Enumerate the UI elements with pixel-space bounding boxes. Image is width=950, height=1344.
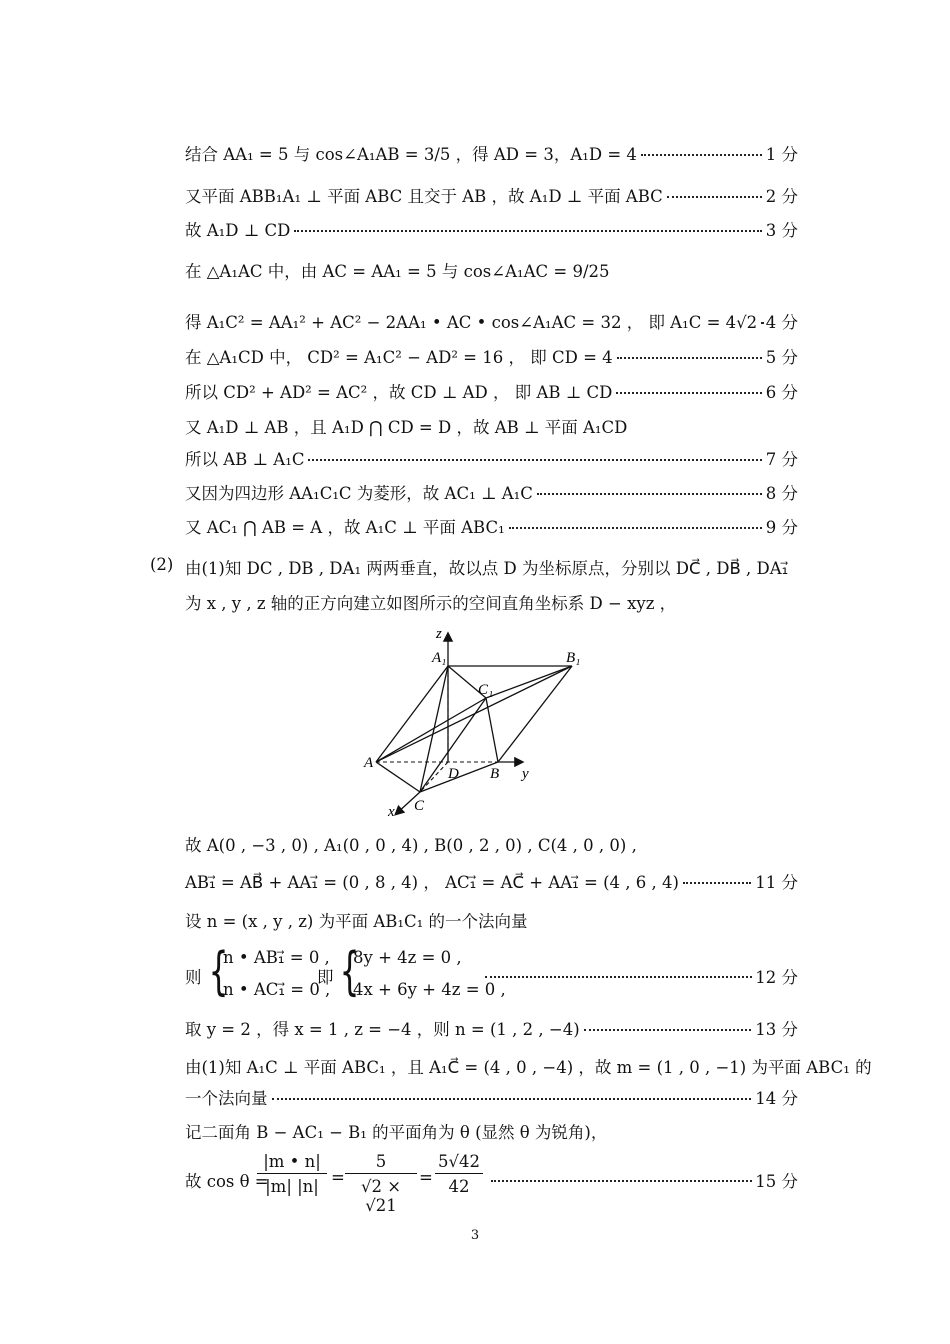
points-label: 11 分 (755, 873, 798, 892)
label-a1: A₁ (432, 650, 447, 666)
points-label: 2 分 (765, 187, 798, 206)
line-text: 在 △A₁CD 中， CD² = A₁C² − AD² = 16 ， 即 CD = 4 (185, 348, 613, 367)
system-mid: 即 (317, 968, 334, 987)
dot-leader (537, 493, 762, 495)
line-text: 所以 CD² + AD² = AC² ，故 CD ⊥ AD ， 即 AB ⊥ CD (185, 383, 613, 402)
solution-line-10 (185, 477, 798, 507)
dot-leader (294, 230, 761, 232)
line-text: 故 A₁D ⊥ CD (185, 221, 291, 240)
take-line (185, 1013, 798, 1043)
label-a: A (364, 755, 374, 771)
points-label: 1 分 (765, 145, 798, 164)
system-left-2: n • AC₁⃗ = 0 , (223, 980, 331, 999)
solid-edges (376, 666, 572, 792)
points-label: 14 分 (755, 1089, 798, 1108)
m-vector-line-2 (185, 1082, 798, 1112)
system-right-1: 8y + 4z = 0 , (353, 948, 462, 967)
solution-line-9 (185, 443, 798, 473)
fraction-3-denominator: 42 (448, 1177, 470, 1196)
label-c1: C₁ (478, 682, 494, 698)
system-right-2: 4x + 6y + 4z = 0 , (353, 980, 506, 999)
fraction-1-numerator: |m • n| (257, 1152, 327, 1174)
part2-label: (2) (150, 555, 174, 574)
points-label: 9 分 (765, 518, 798, 537)
equals-sign: = (419, 1168, 433, 1187)
label-b1: B₁ (566, 650, 581, 666)
line-text: 结合 AA₁ = 5 与 cos∠A₁AB = 3/5 ，得 AD = 3，A₁D = 4 (185, 145, 637, 164)
label-c: C (414, 798, 425, 814)
part2-intro-line-2: 为 x , y , z 轴的正方向建立如图所示的空间直角坐标系 D − xyz ， (185, 594, 677, 613)
points-label: 6 分 (765, 383, 798, 402)
fraction-3-numerator: 5√42 (435, 1152, 483, 1174)
coords-line: 故 A(0 , −3 , 0) , A₁(0 , 0 , 4) , B(0 , 2 , 0) , C(4 , 0 , 0) , (185, 836, 637, 855)
line-text: 所以 AB ⊥ A₁C (185, 450, 305, 469)
fraction-2 (345, 1152, 417, 1215)
solution-line-6 (185, 341, 798, 371)
line-text: 又 AC₁ ⋂ AB = A ，故 A₁C ⊥ 平面 ABC₁ (185, 518, 505, 537)
dot-leader (584, 1029, 752, 1031)
system-lead: 则 (185, 968, 202, 987)
m-vector-line-1: 由(1)知 A₁C ⊥ 平面 ABC₁ ，且 A₁C⃗ = (4 , 0 , −4) ，故 m = (1 , 0 , −1) 为平面 ABC₁ 的 (185, 1058, 872, 1077)
points-label: 15 分 (755, 1172, 798, 1191)
dot-leader (485, 976, 752, 978)
dot-leader (509, 527, 762, 529)
dot-leader (617, 357, 762, 359)
dot-leader (491, 1180, 752, 1182)
solution-line-1 (185, 138, 798, 168)
label-x: x (388, 804, 395, 820)
line-text: 一个法向量 (185, 1089, 268, 1108)
label-b: B (490, 766, 500, 782)
label-d: D (448, 766, 459, 782)
solution-line-3 (185, 214, 798, 244)
final-lead: 故 cos θ = (185, 1172, 269, 1191)
label-z: z (436, 626, 442, 642)
line-text: 取 y = 2 ，得 x = 1 , z = −4 ，则 n = (1 , 2 , −4) (185, 1020, 580, 1039)
points-label: 12 分 (755, 968, 798, 987)
dot-leader (616, 392, 761, 394)
dot-leader (667, 196, 762, 198)
page-number: 3 (470, 1228, 480, 1243)
solution-line-5 (185, 306, 798, 336)
normal-def-line: 设 n = (x , y , z) 为平面 AB₁C₁ 的一个法向量 (185, 912, 528, 931)
part2-intro-line-1: 由(1)知 DC , DB , DA₁ 两两垂直，故以点 D 为坐标原点，分别以 DC⃗ , DB⃗ , DA₁⃗ (185, 559, 789, 578)
solution-line-2 (185, 180, 798, 210)
line-text: AB₁⃗ = AB⃗ + AA₁⃗ = (0 , 8 , 4) ， AC₁⃗ = AC⃗ + AA₁⃗ = (4 , 6 , 4) (185, 873, 679, 892)
points-label: 13 分 (755, 1020, 798, 1039)
system-left-1: n • AB₁⃗ = 0 , (223, 948, 330, 967)
solution-line-8: 又 A₁D ⊥ AB ，且 A₁D ⋂ CD = D ，故 AB ⊥ 平面 A₁CD (185, 418, 628, 437)
dot-leader (683, 882, 751, 884)
final-cos-line (185, 1150, 798, 1215)
fraction-2-denominator: √2 × √21 (360, 1177, 402, 1215)
equation-system (185, 944, 798, 1006)
points-label: 3 分 (765, 221, 798, 240)
left-brace-icon: { (208, 942, 229, 1002)
right-brace-icon: { (339, 942, 360, 1002)
label-y: y (522, 766, 529, 782)
points-label: 5 分 (765, 348, 798, 367)
fraction-2-numerator: 5 (345, 1152, 417, 1174)
dot-leader (272, 1098, 752, 1100)
line-text: 又平面 ABB₁A₁ ⊥ 平面 ABC 且交于 AB ，故 A₁D ⊥ 平面 ABC (185, 187, 663, 206)
vectors-line (185, 866, 798, 896)
equals-sign: = (331, 1168, 345, 1187)
solution-line-7 (185, 376, 798, 406)
points-label: 7 分 (765, 450, 798, 469)
points-label: 4 分 (765, 313, 798, 332)
solution-line-4: 在 △A₁AC 中，由 AC = AA₁ = 5 与 cos∠A₁AC = 9/25 (185, 262, 610, 281)
fraction-1-denominator: |m| |n| (265, 1177, 319, 1196)
fraction-3 (435, 1152, 483, 1196)
points-label: 8 分 (765, 484, 798, 503)
dot-leader (641, 154, 762, 156)
dihedral-line: 记二面角 B − AC₁ − B₁ 的平面角为 θ (显然 θ 为锐角)， (185, 1123, 608, 1142)
coordinate-figure (350, 622, 600, 822)
line-text: 又因为四边形 AA₁C₁C 为菱形，故 AC₁ ⊥ A₁C (185, 484, 533, 503)
dot-leader (761, 322, 762, 324)
line-text: 得 A₁C² = AA₁² + AC² − 2AA₁ • AC • cos∠A₁AC = 32 ， 即 A₁C = 4√2 (185, 313, 758, 332)
dot-leader (308, 459, 761, 461)
fraction-1 (257, 1152, 327, 1196)
solution-line-11 (185, 511, 798, 541)
